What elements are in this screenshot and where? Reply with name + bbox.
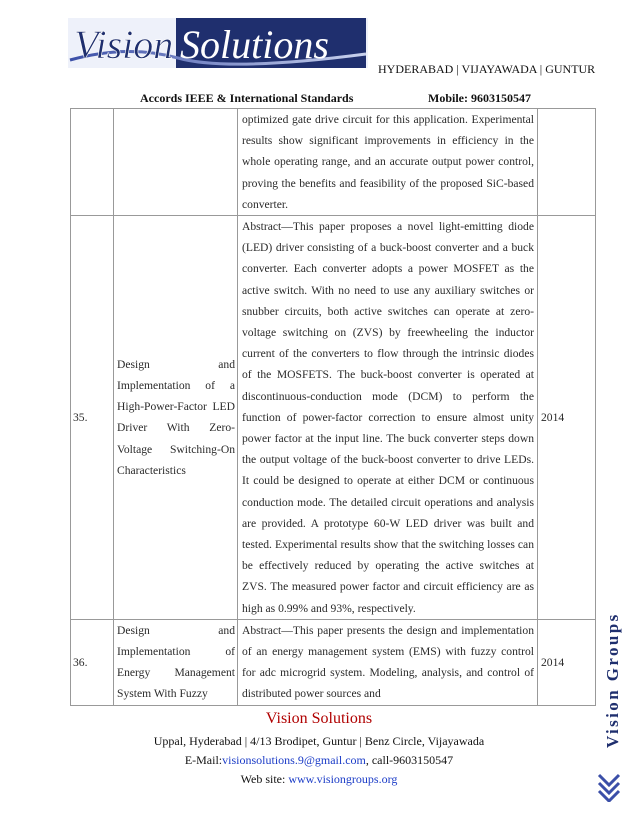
year-cell: 2014 [538, 216, 596, 620]
table-row [71, 216, 596, 620]
year-cell: 2014 [538, 619, 596, 705]
website-label: Web site: [240, 772, 289, 786]
title-cell: Design and Implementation of a High-Power-Factor LED Driver With Zero-Voltage Switching-On Characteristics [114, 216, 238, 620]
sno-cell: 35. [71, 216, 114, 620]
email-label: E-Mail: [184, 753, 223, 767]
abstract-cell: optimized gate drive circuit for this application. Experimental results show significant improvements in efficiency in the whole operating range, and an accurate output power control, proving the benefits and feasibility of the proposed SiC-based converter. [238, 109, 538, 216]
branch-cities: HYDERABAD | VIJAYAWADA | GUNTUR [378, 62, 596, 76]
footer-email-line [0, 753, 638, 768]
title-cell [114, 109, 238, 216]
footer-website-line [0, 772, 638, 787]
abstract-cell: Abstract—This paper proposes a novel light-emitting diode (LED) driver consisting of a buck-boost converter and a buck converter. Each converter adopts a power MOSFET as the active switch. With no need to use any auxiliary switches or snubber circuits, both active switches can operate at zero-voltage switching on (ZVS) by freewheeling the inductor current of the converters to flow through the intrinsic diodes of the MOSFETS. The buck-boost converter is operated at discontinuous-conduction mode (DCM) to perform the function of power-factor correction to ensure almost unity power factor at the input line. The buck converter steps down the output voltage of the buck-boost converter to drive LEDs. It could be designed to operate at either DCM or continuous conduction mode. The detailed circuit operations and analysis are provided. A prototype 60-W LED driver was built and tested. Experimental results show that the switching losses can be effectively reduced by operating the active switches at ZVS. The measured power factor and circuit efficiency are as high as 0.99% and 93%, respectively. [238, 216, 538, 620]
table-row [71, 109, 596, 216]
mobile-number: Mobile: 9603150547 [428, 91, 531, 105]
website-link[interactable]: www.visiongroups.org [288, 772, 398, 786]
title-cell: Design and Implementation of Energy Management System With Fuzzy [114, 619, 238, 705]
table-row [71, 619, 596, 705]
accords-text: Accords IEEE & International Standards [140, 91, 354, 105]
sno-cell [71, 109, 114, 216]
project-table [70, 108, 596, 706]
abstract-cell: Abstract—This paper presents the design and implementation of an energy management system (EMS) with fuzzy control for adc microgrid system. Modeling, analysis, and control of distributed power sources and [238, 619, 538, 705]
sno-cell: 36. [71, 619, 114, 705]
year-cell [538, 109, 596, 216]
logo-word-solutions: Solutions [180, 22, 329, 67]
logo-word-vision: Vision [74, 22, 174, 67]
email-link[interactable]: visionsolutions.9@gmail.com [222, 753, 366, 767]
side-brand-text: Vision Groups [603, 612, 622, 748]
call-number: , call-9603150547 [365, 753, 454, 767]
footer-address: Uppal, Hyderabad | 4/13 Brodipet, Guntur | Benz Circle, Vijayawada [153, 734, 485, 748]
footer-brand: Vision Solutions [265, 710, 373, 727]
